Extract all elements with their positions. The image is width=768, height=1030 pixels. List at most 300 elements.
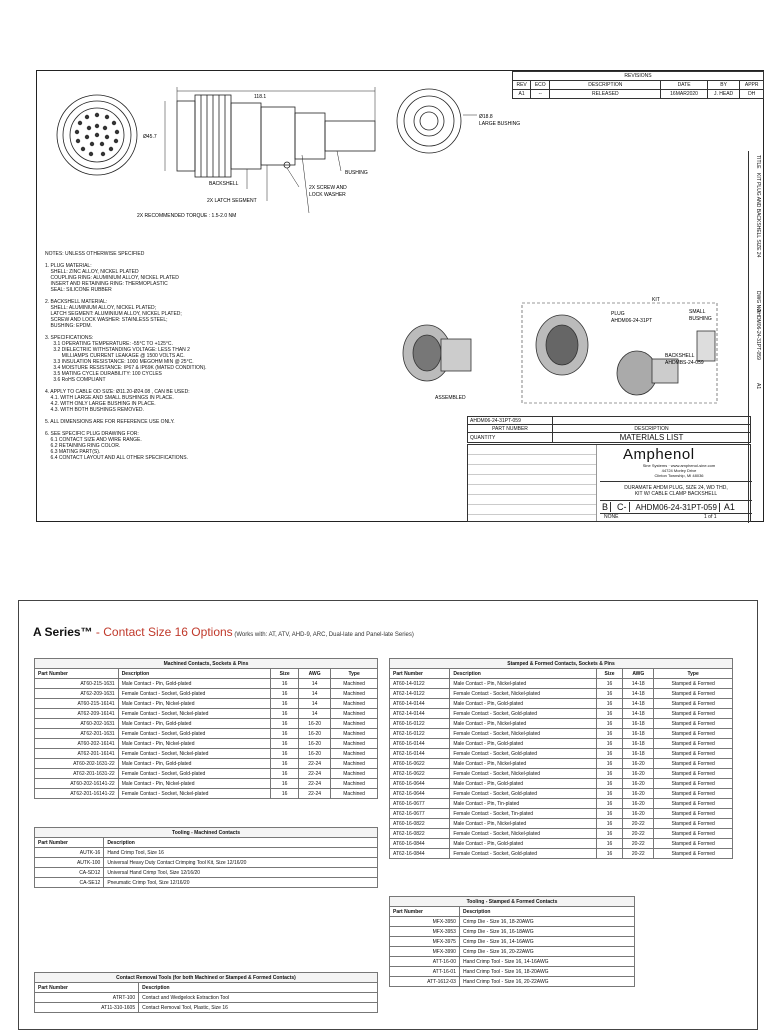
table-cell: 16-20 (623, 789, 654, 799)
table-cell: 16 (596, 749, 623, 759)
bom-quantity-header: QUANTITY (468, 433, 553, 443)
table-cell: 16 (271, 779, 299, 789)
table-cell: 16 (596, 809, 623, 819)
table-cell: Hand Crimp Tool - Size 16, 20-22AWG (459, 977, 634, 987)
drawing-sheet (36, 70, 764, 522)
table-cell: 16 (271, 739, 299, 749)
table-cell: ATRT-100 (35, 993, 139, 1003)
note-line: 4.3. WITH BOTH BUSHINGS REMOVED. (45, 407, 144, 413)
table-row (390, 957, 635, 967)
table-cell: Stamped & Formed (654, 809, 733, 819)
backshell-kit-label: BACKSHELL (665, 353, 695, 359)
materials-list (467, 416, 751, 443)
table-cell: 16-20 (299, 739, 331, 749)
table-cell: 16 (271, 679, 299, 689)
table-row (390, 729, 733, 739)
table-row (390, 699, 733, 709)
note-line: 3.5 MATING CYCLE DURABILITY: 100 CYCLES (45, 371, 162, 377)
table-cell: Male Contact - Pin, Nickel-plated (450, 819, 596, 829)
table-cell: 16 (271, 689, 299, 699)
note-line: MILLIAMPS CURRENT LEAKAGE @ 1500 VOLTS AC. (45, 353, 185, 359)
table-cell: Female Contact - Socket, Tin-plated (450, 809, 596, 819)
table-cell: 14-18 (623, 689, 654, 699)
table-row (390, 749, 733, 759)
revisions-title: REVISIONS (513, 72, 764, 81)
table-cell: 16-18 (623, 749, 654, 759)
table-cell: CA-SD12 (35, 868, 104, 878)
table-cell: Male Contact - Pin, Gold-plated (450, 739, 596, 749)
table-cell: AT60-16-0677 (390, 799, 450, 809)
table-cell: AT60-202-1631-22 (35, 759, 119, 769)
table-cell: 16 (271, 699, 299, 709)
table-cell: AT60-215-16141 (35, 699, 119, 709)
table-cell: Stamped & Formed (654, 689, 733, 699)
table-cell: AUTK-16 (35, 848, 104, 858)
address-line-3: Clinton Township, MI 48036 (654, 473, 704, 478)
table-cell: Universal Hand Crimp Tool, Size 12/16/20 (104, 868, 378, 878)
table-row (390, 709, 733, 719)
table-cell: 16-20 (623, 779, 654, 789)
length-dim: 118.1 (254, 94, 267, 100)
table-cell: Stamped & Formed (654, 779, 733, 789)
table-cell: Machined (331, 759, 378, 769)
note-line: SCREW AND LOCK WASHER: STAINLESS STEEL; (45, 317, 168, 323)
table-cell: AT62-16-0644 (390, 789, 450, 799)
table-cell: AT62-16-0677 (390, 809, 450, 819)
table-row (390, 937, 635, 947)
table-cell: Male Contact - Pin, Nickel-plated (450, 759, 596, 769)
table-cell: Hand Crimp Tool - Size 16, 18-20AWG (459, 967, 634, 977)
table-cell: 16-20 (623, 769, 654, 779)
table-cell: AT62-16-0122 (390, 729, 450, 739)
description-header: DESCRIPTION (550, 81, 661, 90)
date-header: DATE (661, 81, 707, 90)
table-cell: Male Contact - Pin, Nickel-plated (118, 699, 271, 709)
note-line: 6.3 MATING PART(S). (45, 449, 101, 455)
table-cell: 16-20 (299, 749, 331, 759)
table-cell: AT62-16-0844 (390, 849, 450, 859)
table-cell: 22-24 (299, 759, 331, 769)
table-cell: AT60-14-0144 (390, 699, 450, 709)
revisions-table (512, 71, 764, 99)
table-cell: AT11-310-1605 (35, 1003, 139, 1013)
table-cell: 16 (596, 759, 623, 769)
table-row (390, 679, 733, 689)
table-cell: AT62-201-16141 (35, 749, 119, 759)
table-cell: 16 (596, 799, 623, 809)
table-row (390, 967, 635, 977)
table-cell: Female Contact - Socket, Nickel-plated (450, 729, 596, 739)
table-row (35, 789, 378, 799)
table-row (35, 858, 378, 868)
table-cell: Male Contact - Pin, Nickel-plated (450, 679, 596, 689)
table-cell: 16 (596, 739, 623, 749)
table-cell: 16-20 (623, 759, 654, 769)
note-line: 6. SEE SPECIFIC PLUG DRAWING FOR: (45, 431, 139, 437)
table-row (390, 779, 733, 789)
column-header: Part Number (35, 838, 104, 848)
table-caption: Tooling - Machined Contacts (35, 828, 378, 838)
table-cell: AT62-16-0144 (390, 749, 450, 759)
table-cell: ATT-16-01 (390, 967, 460, 977)
sheet-number: 1 of 1 (704, 514, 717, 520)
strip-title: KIT PLUG AND BACKSHELL SIZE 24 (755, 173, 761, 258)
eco-cell: -- (531, 90, 550, 99)
note-line: 1. PLUG MATERIAL: (45, 263, 92, 269)
table-cell: Stamped & Formed (654, 759, 733, 769)
table-cell: Crimp Die - Size 16, 20-22AWG (459, 947, 634, 957)
table-cell: Machined (331, 739, 378, 749)
bom-title: MATERIALS LIST (553, 433, 751, 443)
catalog-page (18, 600, 758, 1030)
note-line: 4. APPLY TO CABLE OD SIZE: Ø11.20-Ø24.08 , CAN BE USED: (45, 389, 190, 395)
table-cell: 16-20 (299, 719, 331, 729)
table-cell: Stamped & Formed (654, 709, 733, 719)
latch-segment-label: 2X LATCH SEGMENT (207, 198, 257, 204)
table-cell: MFX-3975 (390, 937, 460, 947)
table-cell: 16 (596, 699, 623, 709)
table-row (35, 993, 378, 1003)
table-row (35, 868, 378, 878)
table-row (390, 719, 733, 729)
table-cell: 14 (299, 699, 331, 709)
table-row (35, 689, 378, 699)
table-cell: Machined (331, 729, 378, 739)
table-cell: AT60-14-0122 (390, 679, 450, 689)
company-address (606, 463, 752, 478)
revision-cell: A1 (723, 502, 735, 512)
table-cell: 16 (596, 779, 623, 789)
table-cell: Crimp Die - Size 16, 16-18AWG (459, 927, 634, 937)
table-cell: 16-20 (623, 799, 654, 809)
title-strip (748, 151, 763, 523)
table-cell: 16 (271, 769, 299, 779)
table-cell: Stamped & Formed (654, 829, 733, 839)
address-line-1: Sine Systems · www.amphenol-sine.com (642, 463, 716, 468)
table-row (390, 759, 733, 769)
table-cell: Male Contact - Pin, Gold-plated (450, 779, 596, 789)
large-bushing-label: LARGE BUSHING (479, 121, 521, 127)
table-cell: 14 (299, 709, 331, 719)
table-cell: Male Contact - Pin, Nickel-plated (118, 739, 271, 749)
catalog-title-main: - Contact Size 16 Options (92, 625, 233, 639)
table-cell: AUTK-100 (35, 858, 104, 868)
table-caption: Stamped & Formed Contacts, Sockets & Pins (390, 659, 733, 669)
connector-drawing (37, 71, 521, 231)
bom-part-number-header: PART NUMBER (468, 425, 553, 433)
table-cell: AT62-16-0622 (390, 769, 450, 779)
tooling-stamped-table (389, 896, 635, 987)
table-row (35, 1003, 378, 1013)
table-cell: Female Contact - Socket, Nickel-plated (118, 749, 271, 759)
table-cell: AT62-201-16141-22 (35, 789, 119, 799)
note-line: 3.6 RoHS COMPLIANT (45, 377, 106, 383)
table-cell: 16 (596, 789, 623, 799)
table-cell: AT60-202-1631 (35, 719, 119, 729)
rev-header: REV (513, 81, 531, 90)
drawing-title (600, 481, 752, 497)
table-cell: Contact Removal Tool, Plastic, Size 16 (139, 1003, 378, 1013)
table-cell: 16 (596, 819, 623, 829)
table-cell: Machined (331, 719, 378, 729)
table-cell: CA-SE12 (35, 878, 104, 888)
rear-view (397, 89, 477, 153)
table-cell: 14-18 (623, 699, 654, 709)
table-cell: Female Contact - Socket, Gold-plated (118, 769, 271, 779)
note-line: 3. SPECIFICATIONS: (45, 335, 94, 341)
notes-block (45, 251, 207, 461)
bushing-label: BUSHING (345, 170, 368, 176)
title-block-fields (468, 445, 597, 521)
date-cell: 16MAR2020 (661, 90, 707, 99)
by-header: BY (707, 81, 740, 90)
table-row (35, 779, 378, 789)
plug-label: PLUG (611, 311, 625, 317)
torque-label: 2X RECOMMENDED TORQUE : 1.5-2.0 NM (137, 213, 237, 219)
column-header: AWG (623, 669, 654, 679)
table-cell: Male Contact - Pin, Gold-plated (118, 759, 271, 769)
table-cell: Stamped & Formed (654, 749, 733, 759)
table-cell: Machined (331, 709, 378, 719)
size-cell: B (600, 502, 611, 512)
column-header: AWG (299, 669, 331, 679)
sheet-current: 1 (704, 514, 707, 520)
table-row (35, 739, 378, 749)
table-cell: 14-18 (623, 709, 654, 719)
note-line: 2. BACKSHELL MATERIAL: (45, 299, 108, 305)
note-line: 6.2 RETAINING RING COLOR. (45, 443, 121, 449)
backshell-label: BACKSHELL (209, 181, 239, 187)
table-row (35, 679, 378, 689)
table-cell: Machined (331, 689, 378, 699)
table-cell: Male Contact - Pin, Nickel-plated (450, 719, 596, 729)
table-cell: 16 (596, 849, 623, 859)
table-cell: Crimp Die - Size 16, 14-16AWG (459, 937, 634, 947)
table-caption: Machined Contacts, Sockets & Pins (35, 659, 378, 669)
table-row (35, 848, 378, 858)
table-cell: Female Contact - Socket, Nickel-plated (450, 769, 596, 779)
table-cell: Stamped & Formed (654, 849, 733, 859)
table-cell: 20-22 (623, 819, 654, 829)
table-row (390, 917, 635, 927)
note-line: SHELL: ZINC ALLOY, NICKEL PLATED (45, 269, 139, 275)
note-line: NOTES: UNLESS OTHERWISE SPECIFIED (45, 251, 145, 257)
column-header: Description (459, 907, 634, 917)
table-cell: Stamped & Formed (654, 789, 733, 799)
table-cell: Male Contact - Pin, Gold-plated (450, 699, 596, 709)
table-cell: AT60-16-0644 (390, 779, 450, 789)
table-cell: AT60-16-0844 (390, 839, 450, 849)
table-caption: Contact Removal Tools (for both Machined or Stamped & Formed Contacts) (35, 973, 378, 983)
table-cell: AT60-202-16141 (35, 739, 119, 749)
table-cell: 20-22 (623, 839, 654, 849)
table-cell: AT62-201-1631 (35, 729, 119, 739)
table-row (35, 769, 378, 779)
scale-value: NONE (604, 514, 619, 520)
table-cell: 14 (299, 689, 331, 699)
table-cell: Female Contact - Socket, Nickel-plated (118, 789, 271, 799)
table-cell: AT60-16-0622 (390, 759, 450, 769)
table-cell: 22-24 (299, 779, 331, 789)
table-row (390, 689, 733, 699)
table-cell: 16-18 (623, 719, 654, 729)
table-cell: Stamped & Formed (654, 769, 733, 779)
table-cell: Pneumatic Crimp Tool, Size 12/16/20 (104, 878, 378, 888)
table-cell: Machined (331, 749, 378, 759)
table-cell: AT60-16-0144 (390, 739, 450, 749)
strip-rev: A1 (755, 383, 761, 390)
table-cell: Stamped & Formed (654, 679, 733, 689)
table-cell: 14 (299, 679, 331, 689)
column-header: Size (271, 669, 299, 679)
table-cell: MFX-3950 (390, 917, 460, 927)
screw-label: 2X SCREW AND (309, 185, 347, 191)
table-cell: Female Contact - Socket, Nickel-plated (450, 689, 596, 699)
column-header: Part Number (390, 907, 460, 917)
table-cell: Universal Heavy Duty Contact Crimping Tool Kit, Size 12/16/20 (104, 858, 378, 868)
column-header: Description (450, 669, 596, 679)
table-cell: Stamped & Formed (654, 699, 733, 709)
table-cell: Female Contact - Socket, Gold-plated (118, 689, 271, 699)
appr-header: APPR (740, 81, 764, 90)
column-header: Type (654, 669, 733, 679)
eco-header: ECO (531, 81, 550, 90)
removal-tools-table (34, 972, 378, 1013)
table-cell: Female Contact - Socket, Gold-plated (118, 729, 271, 739)
table-cell: 22-24 (299, 789, 331, 799)
strip-title-label: TITLE (755, 155, 761, 169)
table-cell: 20-22 (623, 829, 654, 839)
table-cell: AT62-14-0122 (390, 689, 450, 699)
table-cell: 16 (596, 839, 623, 849)
table-cell: MFX-3953 (390, 927, 460, 937)
note-line: 6.4 CONTACT LAYOUT AND ALL OTHER SPECIFICATIONS. (45, 455, 188, 461)
table-row (390, 977, 635, 987)
table-cell: Stamped & Formed (654, 819, 733, 829)
table-cell: Stamped & Formed (654, 729, 733, 739)
table-row (35, 749, 378, 759)
table-row (390, 809, 733, 819)
table-cell: Stamped & Formed (654, 839, 733, 849)
note-line: COUPLING RING: ALUMINIUM ALLOY, NICKEL PLATED (45, 275, 179, 281)
table-cell: ATT-16-00 (390, 957, 460, 967)
catalog-title-compatibility: (Works with: AT, ATV, AHD-9, ARC, Dual-late and Panel-late Series) (232, 632, 414, 638)
table-row (390, 849, 733, 859)
column-header: Description (118, 669, 271, 679)
table-cell: Machined (331, 789, 378, 799)
table-cell: Machined (331, 779, 378, 789)
strip-dwg-label: DWG NO (755, 291, 761, 313)
table-row (390, 799, 733, 809)
table-cell: 16 (596, 719, 623, 729)
table-cell: MFX-3990 (390, 947, 460, 957)
front-view (57, 95, 137, 175)
table-cell: 16 (596, 689, 623, 699)
column-header: Description (104, 838, 378, 848)
table-cell: Stamped & Formed (654, 799, 733, 809)
table-cell: 16-18 (623, 739, 654, 749)
table-cell: Stamped & Formed (654, 719, 733, 729)
stamped-contacts-table (389, 658, 733, 859)
table-cell: AT62-16-0822 (390, 829, 450, 839)
table-cell: Male Contact - Pin, Gold-plated (450, 839, 596, 849)
appr-cell: DH (740, 90, 764, 99)
column-header: Part Number (35, 983, 139, 993)
note-line: SEAL: SILICONE RUBBER (45, 287, 112, 293)
bushing-diameter-dim: Ø18.8 (479, 114, 493, 120)
table-cell: Hand Crimp Tool, Size 16 (104, 848, 378, 858)
table-cell: 16 (596, 829, 623, 839)
strip-dwg-number: AHDM06-24-31PT-059 (755, 309, 761, 360)
drawing-title-line-2: KIT W/ CABLE CLAMP BACKSHELL (634, 491, 718, 497)
table-cell: Female Contact - Socket, Gold-plated (450, 749, 596, 759)
rev-cell: A1 (513, 90, 531, 99)
table-row (390, 927, 635, 937)
table-cell: AT60-202-16141-22 (35, 779, 119, 789)
note-line: BUSHING: EPDM. (45, 323, 92, 329)
table-row (390, 829, 733, 839)
small-bushing-label: SMALL (689, 309, 706, 315)
table-cell: 16 (596, 679, 623, 689)
table-row (390, 769, 733, 779)
table-row (35, 759, 378, 769)
table-cell: Stamped & Formed (654, 739, 733, 749)
catalog-title (33, 625, 414, 639)
diameter-dim: Ø45.7 (143, 134, 157, 140)
address-line-2: 44724 Morley Drive (661, 468, 697, 473)
table-cell: AT62-209-1631 (35, 689, 119, 699)
table-cell: AT62-14-0144 (390, 709, 450, 719)
small-bushing-label-2: BUSHING (689, 316, 712, 322)
table-cell: 16 (271, 749, 299, 759)
assembled-label: ASSEMBLED (435, 395, 466, 401)
table-cell: 14-18 (623, 679, 654, 689)
lock-washer-label: LOCK WASHER (309, 192, 346, 198)
table-cell: Male Contact - Pin, Tin-plated (450, 799, 596, 809)
note-line: 3.2 DIELECTRIC WITHSTANDING VOLTAGE: LESS THAN 2 (45, 347, 190, 353)
tooling-machined-table (34, 827, 378, 888)
table-cell: AT60-215-1631 (35, 679, 119, 689)
drawing-title-line-1: DURAMATE AHDM PLUG, SIZE 24, WD THD, (624, 485, 728, 491)
table-cell: 16 (271, 789, 299, 799)
table-cell: 22-24 (299, 769, 331, 779)
drawing-number: AHDM06-24-31PT-059 (634, 503, 720, 512)
note-line: 4.2. WITH ONLY LARGE BUSHING IN PLACE. (45, 401, 156, 407)
table-cell: 16 (271, 759, 299, 769)
table-cell: 16 (596, 709, 623, 719)
table-cell: Hand Crimp Tool - Size 16, 14-16AWG (459, 957, 634, 967)
table-caption: Tooling - Stamped & Formed Contacts (390, 897, 635, 907)
table-cell: AT60-16-0122 (390, 719, 450, 729)
table-cell: AT62-201-1631-22 (35, 769, 119, 779)
table-cell: Crimp Die - Size 16, 18-20AWG (459, 917, 634, 927)
table-cell: Contact and Wedgelock Extraction Tool (139, 993, 378, 1003)
table-row (35, 709, 378, 719)
table-cell: AT60-16-0822 (390, 819, 450, 829)
note-line: 5. ALL DIMENSIONS ARE FOR REFERENCE USE ONLY. (45, 419, 175, 425)
note-line: 3.4 MOISTURE RESISTANCE: IP67 & IP69K (MATED CONDITION). (45, 365, 207, 371)
title-block (467, 444, 751, 522)
note-line: LATCH SEGMENT: ALUMINIUM ALLOY, NICKEL PLATED; (45, 311, 182, 317)
table-cell: Female Contact - Socket, Nickel-plated (450, 829, 596, 839)
table-cell: 16-20 (299, 729, 331, 739)
table-row (390, 739, 733, 749)
bom-description-header: DESCRIPTION (553, 425, 751, 433)
column-header: Part Number (390, 669, 450, 679)
table-cell: 16 (271, 719, 299, 729)
table-row (35, 719, 378, 729)
catalog-title-series: A Series™ (33, 625, 93, 639)
